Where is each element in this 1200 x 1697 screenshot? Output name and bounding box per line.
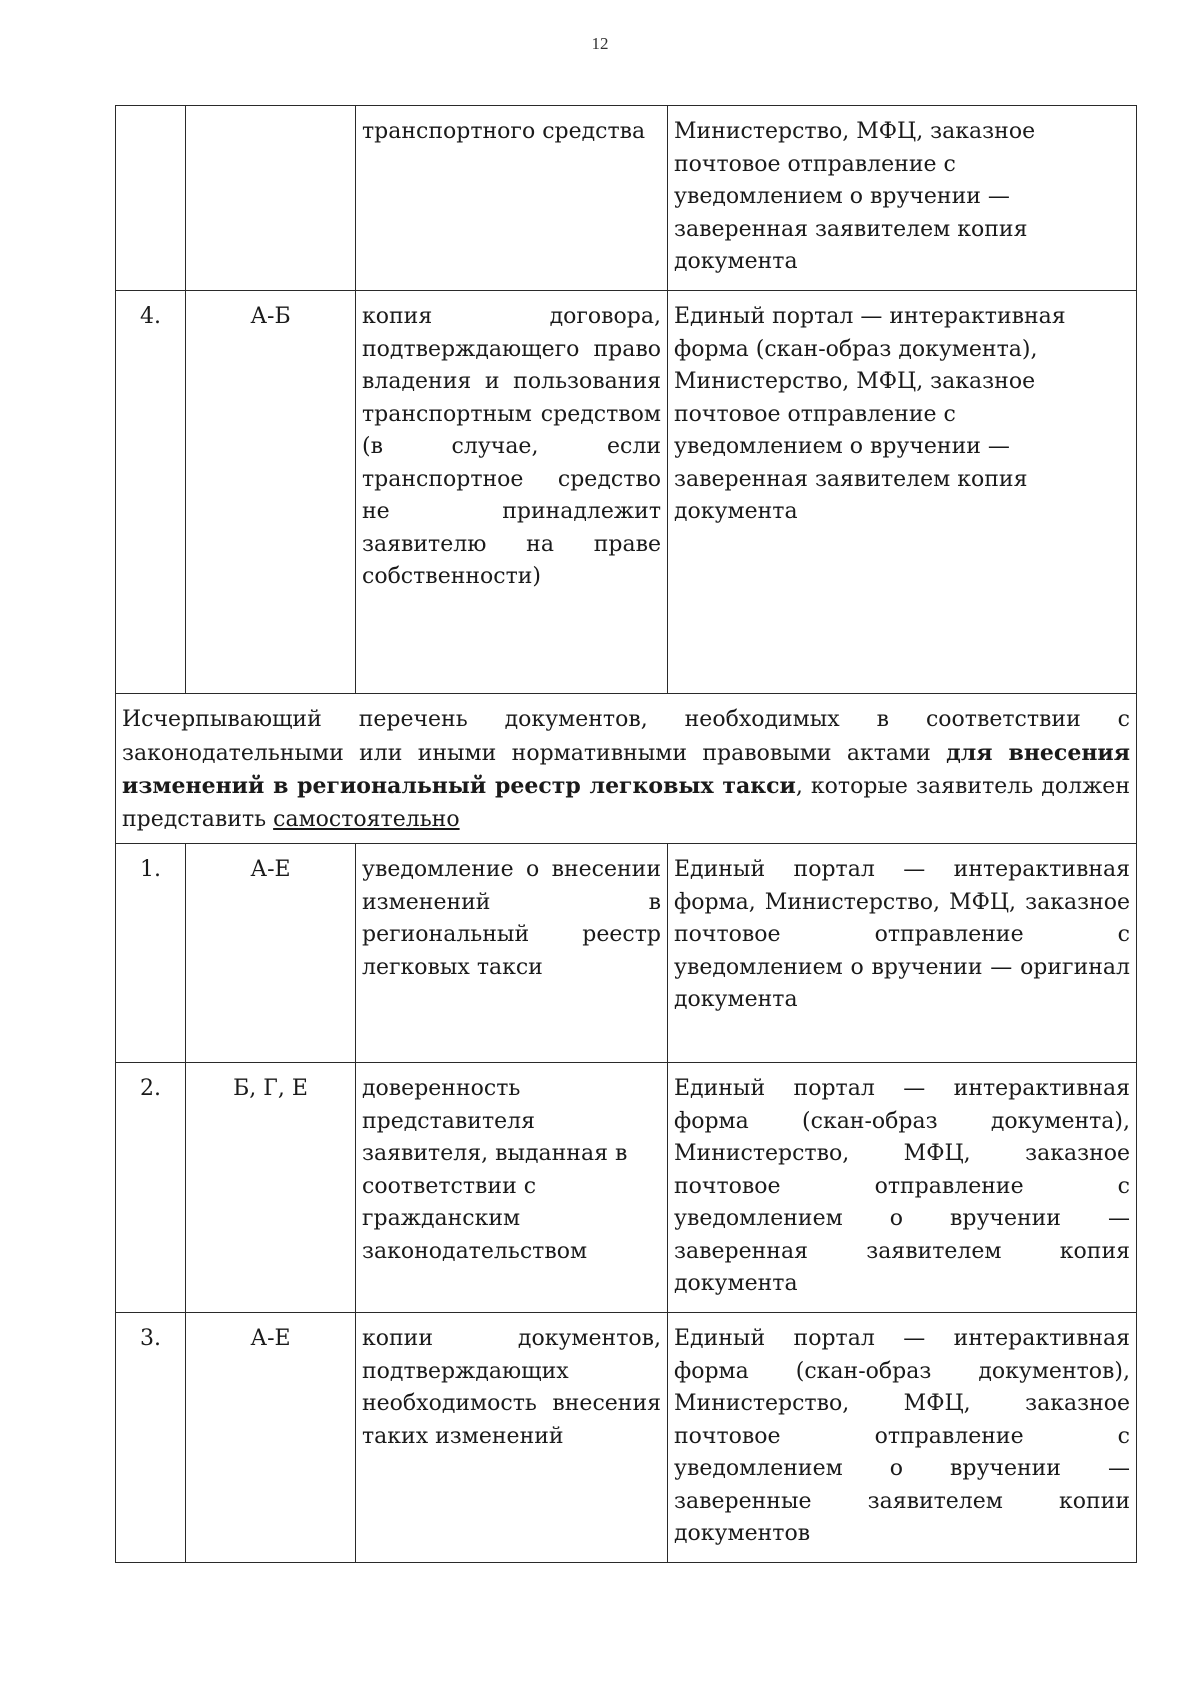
row-number: 2. <box>116 1063 186 1313</box>
document-name: копия договора, подтверждающего право владения и пользования транспортным средством (в случае, если транспортное средство не принадлежит заявителю на праве собственности) <box>356 291 668 694</box>
applicant-category: Б, Г, Е <box>186 1063 356 1313</box>
table-row <box>116 844 1137 1063</box>
document-name: копии документов, подтверждающих необходимость внесения таких изменений <box>356 1313 668 1563</box>
table-row <box>116 106 1137 291</box>
section-header-row <box>116 694 1137 844</box>
document-name: транспортного средства <box>356 106 668 291</box>
table-row <box>116 1063 1137 1313</box>
row-number <box>116 106 186 291</box>
submission-method: Единый портал — интерактивная форма (скан-образ документов), Министерство, МФЦ, заказное почтовое отправление с уведомлением о вручении — заверенные заявителем копии документов <box>668 1313 1137 1563</box>
applicant-category: А-Е <box>186 844 356 1063</box>
submission-method: Единый портал — интерактивная форма (скан-образ документа), Министерство, МФЦ, заказное почтовое отправление с уведомлением о вручении — заверенная заявителем копия документа <box>668 1063 1137 1313</box>
submission-method: Министерство, МФЦ, заказное почтовое отправление с уведомлением о вручении — заверенная заявителем копия документа <box>668 106 1137 291</box>
page-number: 12 <box>591 34 609 53</box>
document-name: доверенность представителя заявителя, выданная в соответствии с гражданским законодательством <box>356 1063 668 1313</box>
row-number: 3. <box>116 1313 186 1563</box>
section-header <box>116 694 1137 844</box>
document-name: уведомление о внесении изменений в региональный реестр легковых такси <box>356 844 668 1063</box>
submission-method: Единый портал — интерактивная форма (скан-образ документа), Министерство, МФЦ, заказное почтовое отправление с уведомлением о вручении — заверенная заявителем копия документа <box>668 291 1137 694</box>
submission-method: Единый портал — интерактивная форма, Министерство, МФЦ, заказное почтовое отправление с уведомлением о вручении — оригинал документа <box>668 844 1137 1063</box>
section-text-underlined: самостоятельно <box>273 806 460 832</box>
applicant-category: А-Е <box>186 1313 356 1563</box>
table-row <box>116 1313 1137 1563</box>
section-text-start: Исчерпывающий перечень документов, необходимых в соответствии с законодательными или иными нормативными правовыми актами <box>122 707 1130 766</box>
section-text-middle: , которые заявитель должен представить <box>122 774 1130 832</box>
row-number: 1. <box>116 844 186 1063</box>
row-number: 4. <box>116 291 186 694</box>
section-text-bold: для внесения изменений в региональный реестр легковых такси <box>122 739 1130 799</box>
applicant-category <box>186 106 356 291</box>
table-row <box>116 291 1137 694</box>
applicant-category: А-Б <box>186 291 356 694</box>
documents-table <box>115 105 1137 1563</box>
